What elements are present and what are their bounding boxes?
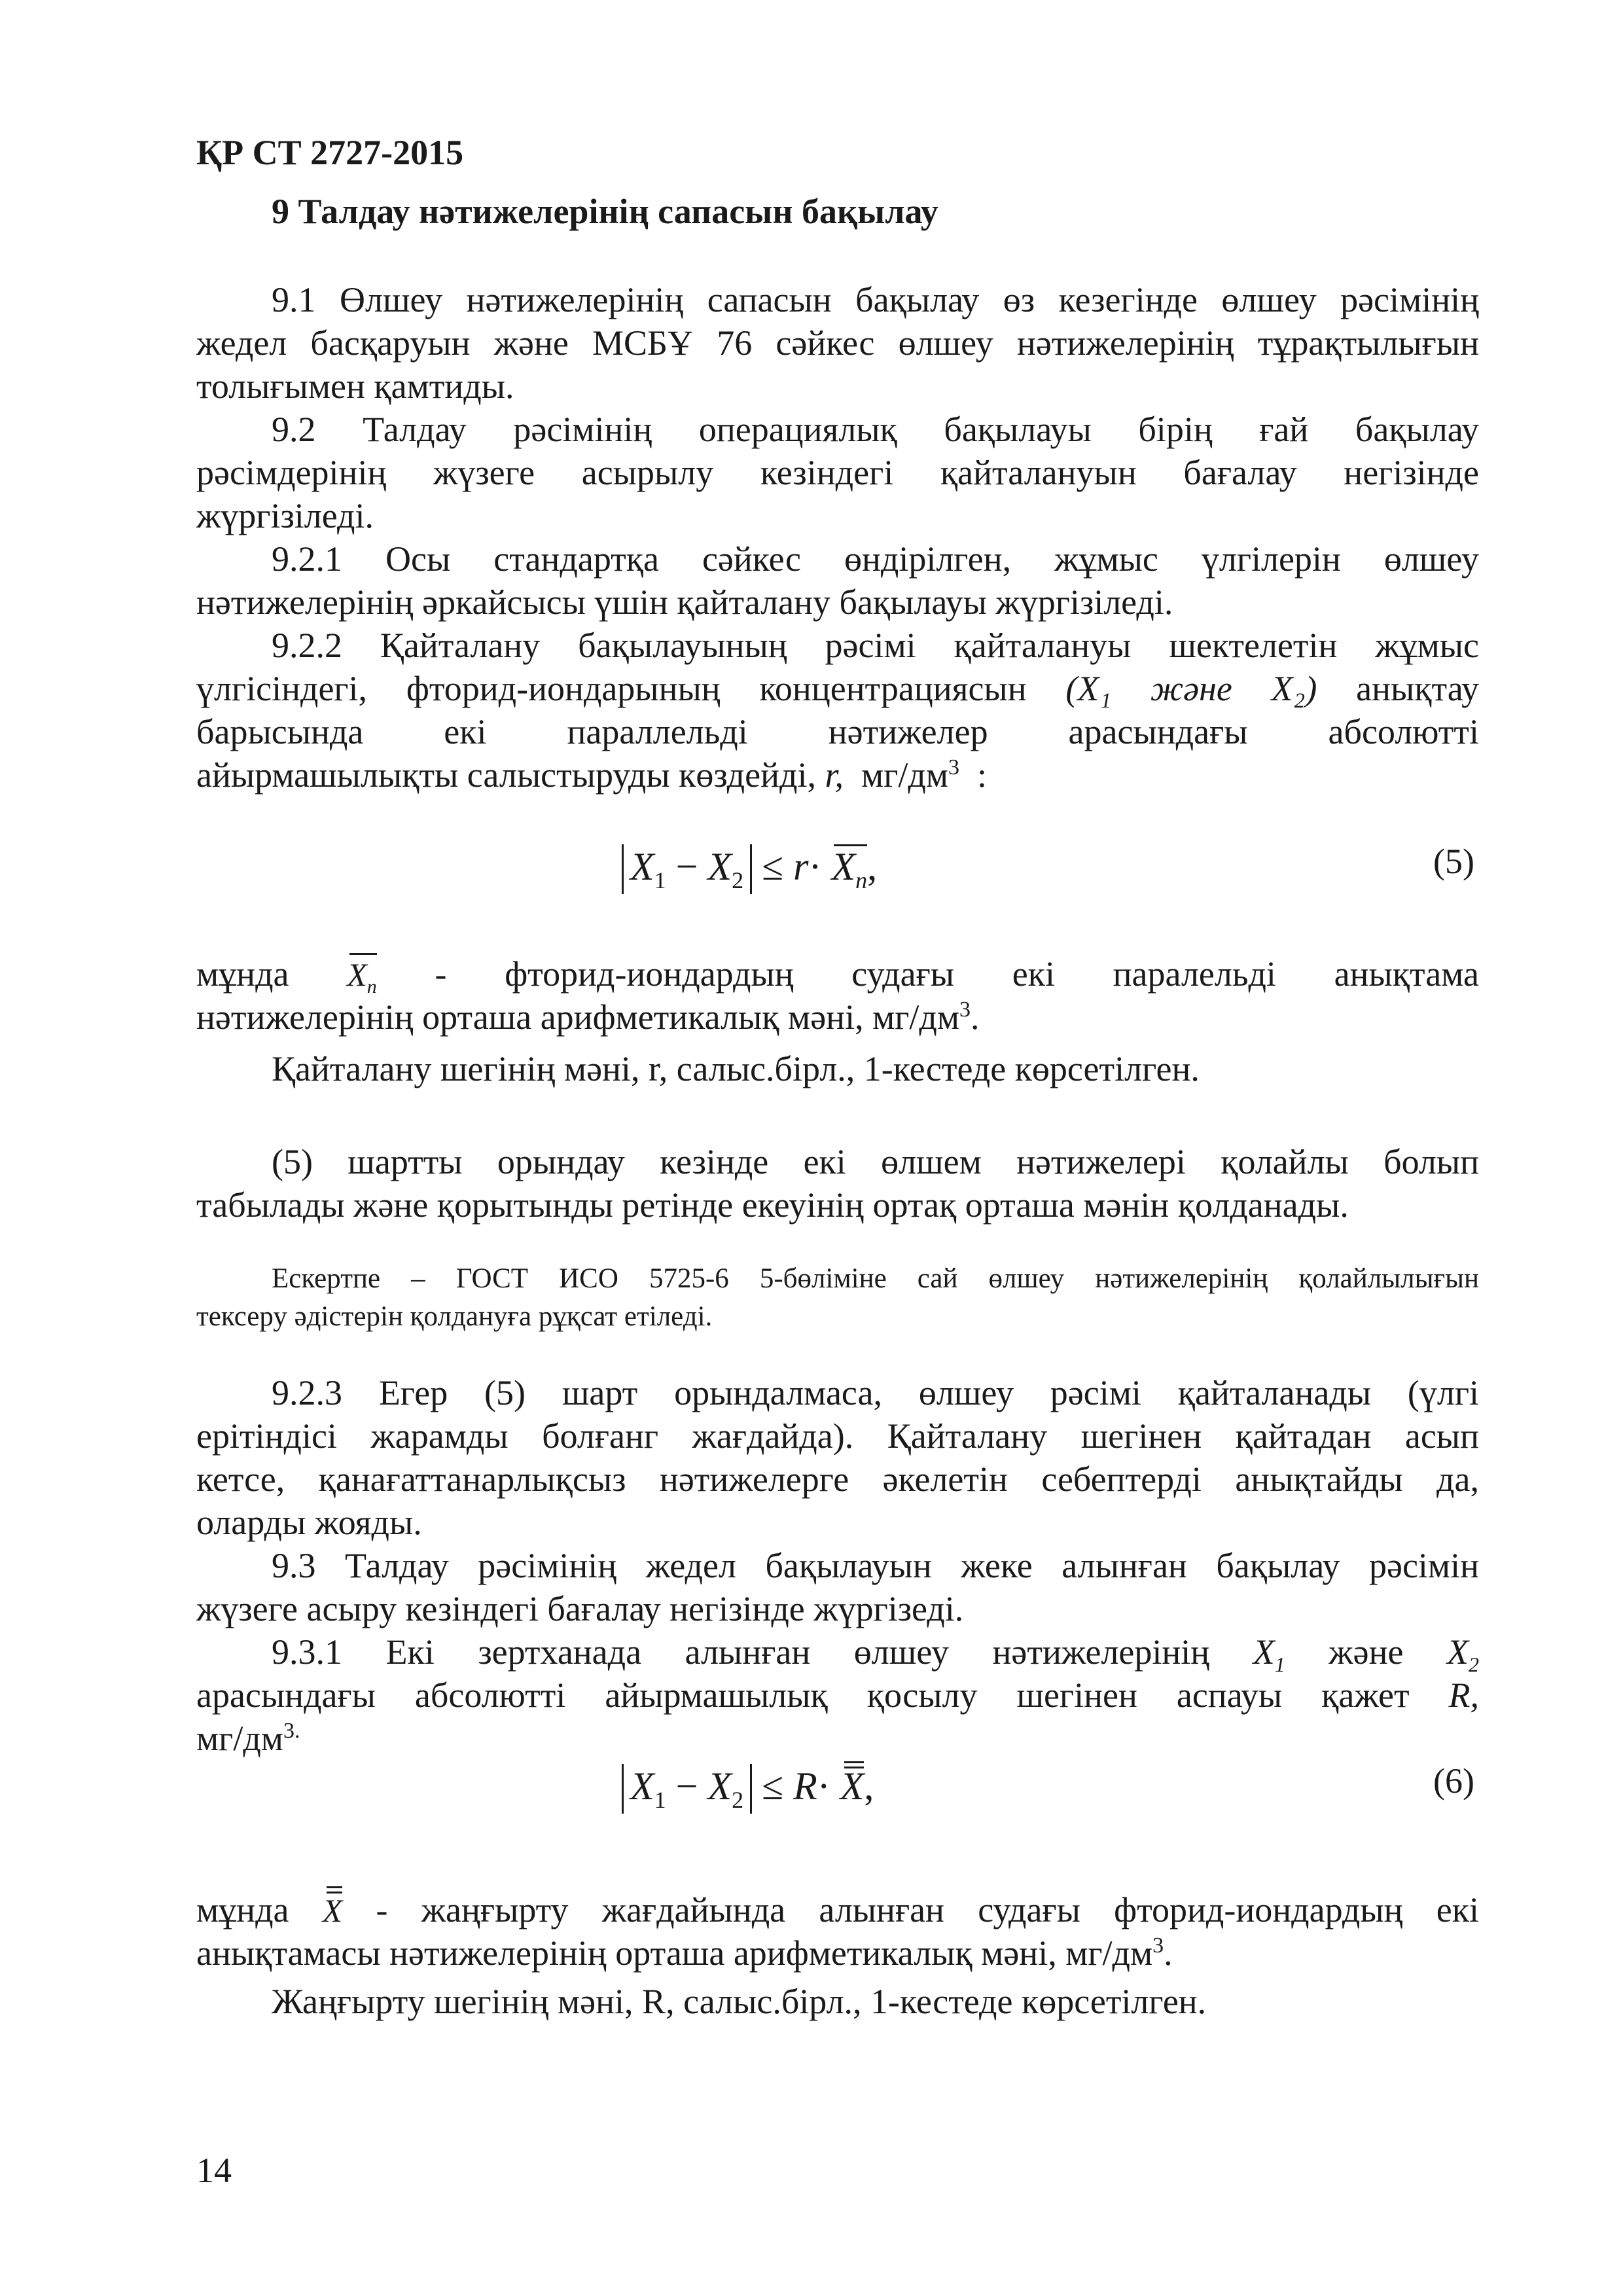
p923-line-2: ерітіндісі жарамды болғанг жағдайда). Қайталану шегінен қайтадан асып (196, 1416, 1479, 1456)
formula-6-abs: $X_1 - X_2$ (622, 1764, 752, 1814)
cond5-line-2: табылады және қорытынды ретінде екеуінің ортақ орташа мәнін қолданады. (196, 1185, 1349, 1225)
cond5-line-1: (5) шартты орындау кезінде екі өлшем нәтижелері қолайлы болып (272, 1142, 1479, 1181)
p922-line-3: барысында екі параллельді нәтижелер арасындағы абсолютті (196, 712, 1479, 751)
p922-line-4: айырмашылықты салыстыруды көздейді, r, $мг/дм^3$ : (196, 755, 988, 795)
p923-line-4: оларды жояды. (196, 1503, 422, 1542)
equation-number-5: (5) (1433, 842, 1474, 881)
p922-line-1: 9.2.2 Қайталану бақылауының рәсімі қайталануы шектелетін жұмыс (272, 626, 1479, 665)
p923-line-3: кетсе, қанағаттанарлықсыз нәтижелерге әкелетін себептерді анықтайды да, (196, 1460, 1479, 1499)
p92-line-3: жүргізіледі. (196, 496, 374, 535)
formula-5: $X_1 - X_2 \le r\cdot X_n$, (622, 844, 877, 894)
repeatability-limit-text: Қайталану шегінің мәні, r, салыс.бірл., 1-кестеде көрсетілген. (272, 1049, 1200, 1088)
p91-line-2: жедел басқаруын және МСБҰ 76 сәйкес өлшеу нәтижелерінің тұрақтылығын (196, 323, 1479, 363)
p92-line-2: рәсімдерінің жүзеге асырылу кезіндегі қайталануын бағалау негізінде (196, 453, 1479, 492)
p923-line-1: 9.2.3 Егер (5) шарт орындалмаса, өлшеу рәсімі қайталанады (үлгі (272, 1373, 1479, 1412)
document-code: ҚР СТ 2727-2015 (196, 133, 464, 172)
section-title: 9 Талдау нәтижелерінің сапасын бақылау (272, 192, 938, 231)
p922-line-2: үлгісіндегі, фторид-иондарының концентрациясын (X₁ және X₂) анықтау (196, 669, 1480, 708)
p91-line-1: 9.1 Өлшеу нәтижелерінің сапасын бақылау өз кезегінде өлшеу рәсімінің (272, 280, 1479, 319)
formula-5-abs: $X_1 - X_2$ (622, 844, 752, 894)
p92-line-1: 9.2 Талдау рәсімінің операциялық бақылауы бірің ғай бақылау (272, 410, 1479, 449)
formula-5-mean: $X_n$ (831, 845, 868, 893)
p93-line-1: 9.3 Талдау рәсімінің жедел бақылауын жеке алынған бақылау рәсімін (272, 1546, 1479, 1585)
p931-line-3: $мг/дм^{3.}$ (196, 1719, 300, 1758)
p93-line-2: жүзеге асыру кезіндегі бағалау негізінде жүргізеді. (196, 1589, 964, 1628)
formula-6: $X_1 - X_2 \le R\cdot X$, (622, 1764, 874, 1814)
x-double-mean-symbol: X (323, 1889, 343, 1932)
where6-line-1: мұнда X - жаңғырту жағдайында алынған судағы фторид-иондардың екі (196, 1888, 1479, 1932)
formula-6-mean: X (840, 1765, 865, 1808)
note-line-2: тексеру әдістерін қолдануға рұқсат етіледі. (196, 1301, 713, 1332)
p921-line-1: 9.2.1 Осы стандартқа сәйкес өндірілген, жұмыс үлгілерін өлшеу (272, 539, 1479, 579)
p931-line-2: арасындағы абсолютті айырмашылық қосылу шегінен аспауы қажет R, (196, 1676, 1480, 1715)
p91-line-3: толығымен қамтиды. (196, 367, 514, 406)
where5-line-2: нәтижелерінің орташа арифметикалық мәні, $мг/дм^3$. (196, 997, 980, 1037)
p931-line-1: 9.3.1 Екі зертханада алынған өлшеу нәтижелерінің $X_1$ және $X_2$ (272, 1632, 1480, 1676)
where5-line-1: мұнда $X_n$ - фторид-иондардың судағы екі паралельді анықтама (196, 952, 1479, 1009)
where6-line-2: анықтамасы нәтижелерінің орташа арифметикалық мәні, $мг/дм^3$. (196, 1933, 1173, 1973)
equation-number-6: (6) (1433, 1761, 1474, 1801)
reproducibility-limit-text: Жаңғырту шегінің мәні, R, салыс.бірл., 1-кестеде көрсетілген. (272, 1982, 1207, 2021)
xn-mean-symbol: $X_n$ (347, 953, 377, 1009)
p921-line-2: нәтижелерінің әркайсысы үшін қайталану бақылауы жүргізіледі. (196, 583, 1173, 622)
note-line-1: Ескертпе – ГОСТ ИСО 5725-6 5-бөліміне сай өлшеу нәтижелерінің қолайлылығын (272, 1263, 1479, 1294)
page-number: 14 (196, 2151, 232, 2190)
p922-symbols: (X₁ және X₂) (1065, 669, 1317, 708)
